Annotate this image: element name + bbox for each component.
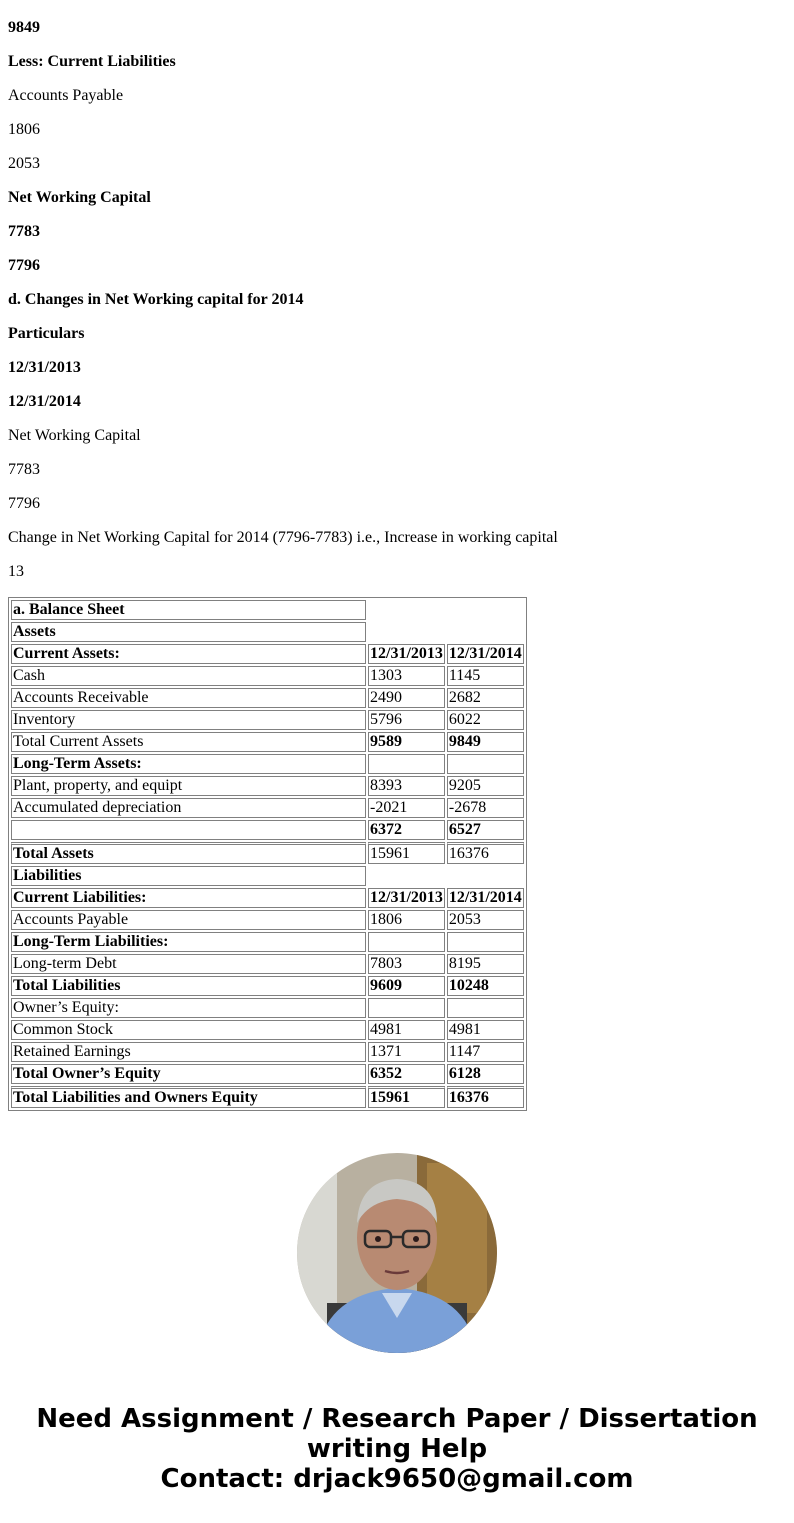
balance-sheet-table [8, 597, 527, 1111]
table-row [11, 932, 524, 952]
paragraph: Net Working Capital [8, 189, 151, 206]
table-row [11, 600, 524, 620]
value-2014 [447, 932, 524, 952]
value-2013: 1303 [368, 666, 445, 686]
table-row [11, 976, 524, 996]
table-row [11, 998, 524, 1018]
value-2013: 9589 [368, 732, 445, 752]
value-2013: 2490 [368, 688, 445, 708]
paragraph: 13 [8, 563, 24, 580]
paragraph: 7783 [8, 461, 40, 478]
row-label: Current Assets: [11, 644, 366, 664]
table-row [11, 820, 524, 840]
value-2013: 6352 [368, 1064, 445, 1084]
value-2014: 1145 [447, 666, 524, 686]
table-row [11, 754, 524, 774]
row-label: Common Stock [11, 1020, 366, 1040]
empty-cell [368, 866, 445, 886]
row-label: Accumulated depreciation [11, 798, 366, 818]
row-label: Assets [11, 622, 366, 642]
paragraph: 7783 [8, 223, 40, 240]
paragraph: 9849 [8, 19, 40, 36]
value-2014: 9205 [447, 776, 524, 796]
paragraph: 7796 [8, 495, 40, 512]
value-2013: 1371 [368, 1042, 445, 1062]
row-label: Long-Term Liabilities: [11, 932, 366, 952]
value-2014: 8195 [447, 954, 524, 974]
author-photo-image [297, 1153, 497, 1353]
value-2014: 10248 [447, 976, 524, 996]
value-2013: 6372 [368, 820, 445, 840]
value-2014: 16376 [447, 842, 524, 864]
value-2014: 9849 [447, 732, 524, 752]
row-label: Retained Earnings [11, 1042, 366, 1062]
value-2013: 8393 [368, 776, 445, 796]
paragraph: Net Working Capital [8, 427, 141, 444]
table-row [11, 1042, 524, 1062]
value-2013: 5796 [368, 710, 445, 730]
promo-line-2: writing Help [306, 1434, 488, 1464]
table-row [11, 866, 524, 886]
value-2013: 4981 [368, 1020, 445, 1040]
value-2013: 15961 [368, 842, 445, 864]
paragraph: Particulars [8, 325, 85, 342]
row-label: Accounts Payable [11, 910, 366, 930]
table-row [11, 910, 524, 930]
value-2013: 9609 [368, 976, 445, 996]
table-row [11, 888, 524, 908]
value-2013: 15961 [368, 1086, 445, 1108]
table-row [11, 732, 524, 752]
value-2014: 16376 [447, 1086, 524, 1108]
table-row [11, 1064, 524, 1084]
paragraph: 7796 [8, 257, 40, 274]
table-row [11, 776, 524, 796]
paragraph: 12/31/2014 [8, 393, 81, 410]
value-2014: -2678 [447, 798, 524, 818]
table-row [11, 1020, 524, 1040]
paragraph: Less: Current Liabilities [8, 53, 176, 70]
table-row [11, 1086, 524, 1108]
value-2013 [368, 932, 445, 952]
row-label: Total Liabilities and Owners Equity [11, 1086, 366, 1108]
author-photo [297, 1153, 497, 1353]
empty-cell [447, 600, 524, 620]
value-2013: 12/31/2013 [370, 889, 443, 906]
empty-cell [368, 622, 445, 642]
paragraph: 1806 [8, 121, 40, 138]
value-2014: 12/31/2014 [448, 889, 522, 906]
table-row [11, 688, 524, 708]
value-2013: -2021 [368, 798, 445, 818]
empty-cell [368, 600, 445, 620]
value-2014: 4981 [447, 1020, 524, 1040]
row-label: Total Owner’s Equity [11, 1064, 366, 1084]
row-label: Inventory [11, 710, 366, 730]
row-label: Total Current Assets [11, 732, 366, 752]
promo-contact[interactable]: Contact: drjack9650@gmail.com [160, 1464, 634, 1494]
table-row [11, 710, 524, 730]
value-2013: 1806 [368, 910, 445, 930]
row-label: a. Balance Sheet [11, 600, 366, 620]
row-label: Current Liabilities: [11, 888, 366, 908]
value-2014: 12/31/2014 [448, 645, 522, 662]
table-row [11, 842, 524, 864]
value-2013: 7803 [368, 954, 445, 974]
row-label: Liabilities [11, 866, 366, 886]
value-2014: 6022 [447, 710, 524, 730]
row-label: Total Liabilities [11, 976, 366, 996]
value-2014: 6128 [447, 1064, 524, 1084]
value-2013 [368, 998, 445, 1018]
paragraph: Accounts Payable [8, 87, 124, 104]
value-2013 [368, 754, 445, 774]
row-label: Owner’s Equity: [11, 998, 366, 1018]
empty-cell [447, 622, 524, 642]
promo-banner [0, 1404, 794, 1494]
table-row [11, 644, 524, 664]
row-label: Long-Term Assets: [11, 754, 366, 774]
row-label: Cash [11, 666, 366, 686]
empty-cell [447, 866, 524, 886]
paragraph: 2053 [8, 155, 40, 172]
value-2014: 6527 [447, 820, 524, 840]
table-row [11, 798, 524, 818]
row-label: Long-term Debt [11, 954, 366, 974]
value-2014: 2682 [447, 688, 524, 708]
value-2013: 12/31/2013 [370, 645, 443, 662]
table-row [11, 666, 524, 686]
row-label: Accounts Receivable [11, 688, 366, 708]
paragraph: Change in Net Working Capital for 2014 (7796-7783) i.e., Increase in working capital [8, 529, 558, 546]
value-2014: 2053 [447, 910, 524, 930]
promo-line-1: Need Assignment / Research Paper / Dissertation [36, 1404, 758, 1434]
value-2014 [447, 998, 524, 1018]
paragraph: d. Changes in Net Working capital for 2014 [8, 291, 304, 308]
table-row [11, 954, 524, 974]
table-row [11, 622, 524, 642]
row-label [11, 820, 366, 840]
value-2014 [447, 754, 524, 774]
row-label: Plant, property, and equipt [11, 776, 366, 796]
paragraph: 12/31/2013 [8, 359, 81, 376]
value-2014: 1147 [447, 1042, 524, 1062]
row-label: Total Assets [11, 842, 366, 864]
